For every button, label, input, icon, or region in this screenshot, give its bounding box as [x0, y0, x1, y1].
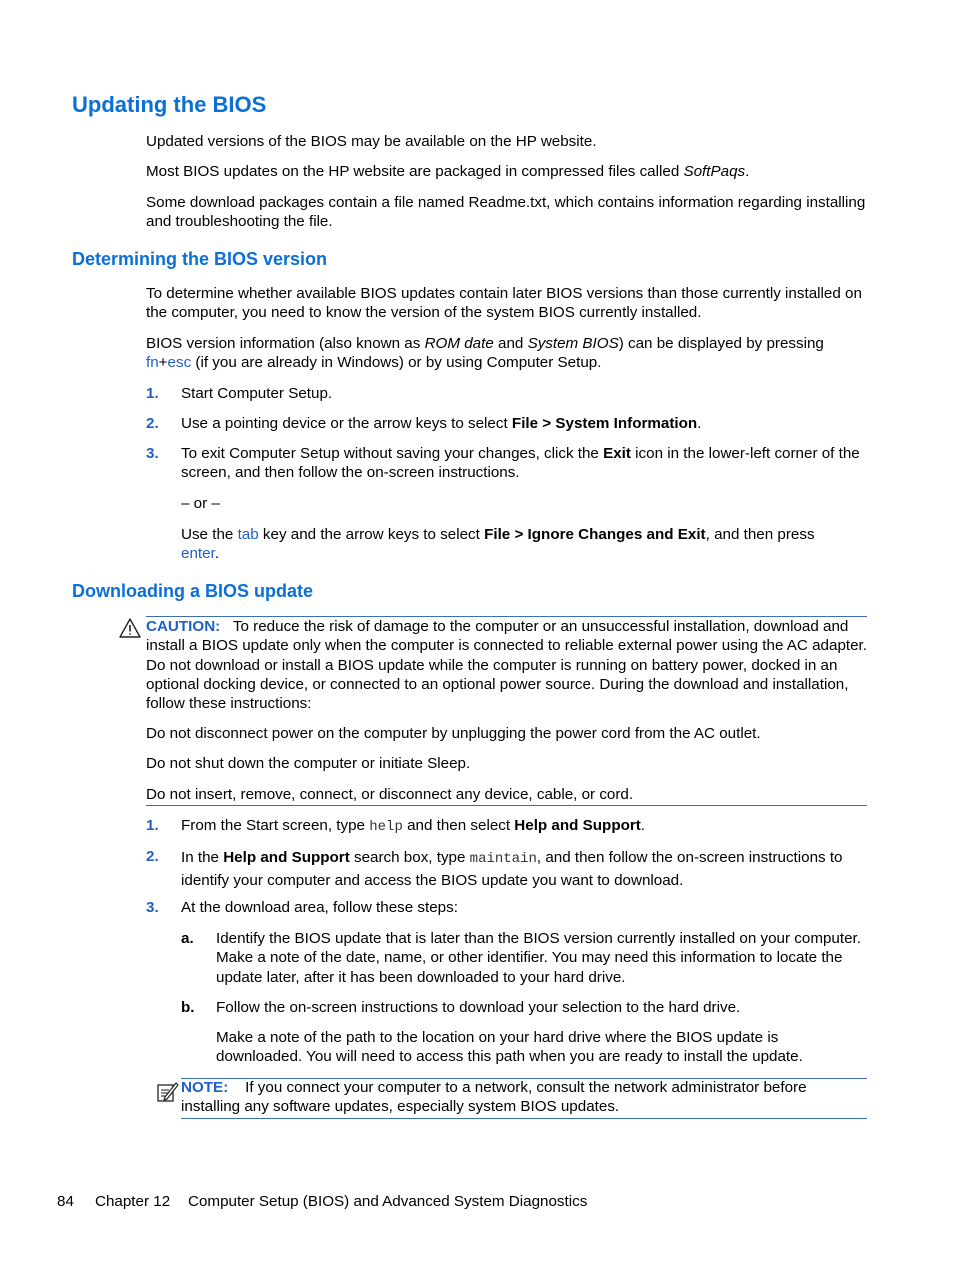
- caution-text: [146, 617, 868, 713]
- bold-text: Help and Support: [514, 817, 641, 834]
- note-bottom-rule: [181, 1118, 867, 1119]
- note-pencil-icon: [156, 1080, 180, 1104]
- text: In the: [181, 849, 224, 866]
- step-number: 1.: [146, 385, 159, 402]
- key-fn: fn: [146, 354, 159, 372]
- note-text: [181, 1078, 868, 1117]
- text: .: [214, 545, 220, 563]
- step-number: 2.: [146, 848, 159, 865]
- substep-text: Follow the on-screen instructions to download your selection to the hard drive.: [216, 999, 741, 1016]
- note-label: NOTE:: [181, 1079, 229, 1096]
- emphasis: ROM date: [424, 335, 494, 352]
- text: key and the arrow keys to select: [258, 526, 485, 543]
- step-number: 3.: [146, 445, 159, 462]
- caution-item-2: Do not shut down the computer or initiate Sleep.: [146, 755, 471, 772]
- step-number: 2.: [146, 415, 159, 432]
- text: +: [158, 354, 168, 372]
- text: and then select: [402, 817, 515, 834]
- substep-note: Make a note of the path to the location on your hard drive where the BIOS update is downloaded. You will need to access this path when you are ready to install the update.: [216, 1029, 803, 1066]
- warning-triangle-icon: [118, 617, 142, 639]
- substep-letter: b.: [181, 999, 195, 1016]
- text: .: [745, 163, 750, 180]
- text: Use a pointing device or the arrow keys to select: [181, 415, 512, 432]
- step-text: [181, 847, 868, 891]
- intro-paragraph-2: [146, 162, 868, 181]
- emphasis: SoftPaqs: [683, 163, 746, 180]
- code-text: maintain: [469, 851, 537, 867]
- text: ) can be displayed by pressing: [618, 335, 824, 352]
- heading-downloading-update: Downloading a BIOS update: [72, 581, 314, 601]
- text: , and then press: [705, 526, 815, 543]
- bold-text: Exit: [603, 445, 631, 462]
- text: From the Start screen, type: [181, 817, 370, 834]
- heading-determining-version: Determining the BIOS version: [72, 249, 328, 269]
- text: BIOS version information (also known as: [146, 335, 425, 352]
- text: To reduce the risk of damage to the computer or an unsuccessful installation, download and install a BIOS update only when the computer is connected to reliable external power using the AC adapter. Do not download or install a BIOS update while the computer is running on battery power, docked in an optional docking device, or connected to an optional power source. During the download and installation, follow these instructions:: [146, 618, 867, 713]
- step-number: 3.: [146, 899, 159, 916]
- key-esc: esc: [167, 354, 192, 372]
- key-enter: enter: [181, 545, 215, 563]
- page-number: 84: [57, 1193, 74, 1210]
- version-paragraph-2: [146, 334, 868, 373]
- text: .: [640, 817, 646, 834]
- bold-text: Help and Support: [223, 849, 350, 866]
- step-text: Start Computer Setup.: [181, 385, 333, 402]
- text: Use the: [181, 526, 238, 543]
- intro-paragraph-3: Some download packages contain a file named Readme.txt, which contains information regarding installing and troubleshooting the file.: [146, 194, 866, 231]
- text: .: [697, 415, 702, 432]
- intro-paragraph-1: Updated versions of the BIOS may be available on the HP website.: [146, 133, 597, 150]
- caution-label: CAUTION:: [146, 618, 221, 635]
- caution-bottom-rule: [146, 805, 867, 806]
- caution-item-1: Do not disconnect power on the computer by unplugging the power cord from the AC outlet.: [146, 725, 761, 742]
- alternate-step: [181, 525, 868, 564]
- bold-text: File > System Information: [511, 415, 698, 432]
- page-title: Updating the BIOS: [72, 92, 267, 117]
- or-separator: – or –: [181, 495, 220, 512]
- text: If you connect your computer to a network, consult the network administrator before installing any software updates, especially system BIOS updates.: [181, 1079, 807, 1116]
- emphasis: System BIOS: [527, 335, 619, 352]
- substep-letter: a.: [181, 930, 194, 947]
- step-text: [181, 414, 868, 433]
- bold-text: File > Ignore Changes and Exit: [484, 526, 706, 543]
- step-text: At the download area, follow these steps:: [181, 899, 458, 916]
- text: search box, type: [349, 849, 470, 866]
- code-text: help: [369, 819, 403, 835]
- text: To exit Computer Setup without saving your changes, click the: [181, 445, 604, 462]
- text: icon in the lower-left corner of the screen, and then follow the on-screen instructions.: [181, 445, 860, 482]
- step-text: [181, 444, 868, 483]
- step-text: [181, 816, 868, 837]
- step-number: 1.: [146, 817, 159, 834]
- chapter-title: Computer Setup (BIOS) and Advanced System Diagnostics: [188, 1193, 588, 1210]
- key-tab: tab: [237, 526, 259, 543]
- text: (if you are already in Windows) or by using Computer Setup.: [191, 354, 602, 372]
- version-paragraph-1: To determine whether available BIOS updates contain later BIOS versions than those currently installed on the computer, you need to know the version of the system BIOS currently installed.: [146, 285, 862, 322]
- chapter-label: Chapter 12: [95, 1193, 171, 1210]
- text: and: [493, 335, 528, 352]
- text: , and then follow the on-screen instructions to identify your computer and access the BIOS update you want to download.: [181, 849, 843, 889]
- text: Most BIOS updates on the HP website are packaged in compressed files called: [146, 163, 684, 180]
- caution-item-3: Do not insert, remove, connect, or disconnect any device, cable, or cord.: [146, 786, 634, 803]
- substep-text: Identify the BIOS update that is later than the BIOS version currently installed on your computer. Make a note of the date, name, or other identifier. You may need this information to locate the update later, after it has been downloaded to your hard drive.: [216, 930, 861, 986]
